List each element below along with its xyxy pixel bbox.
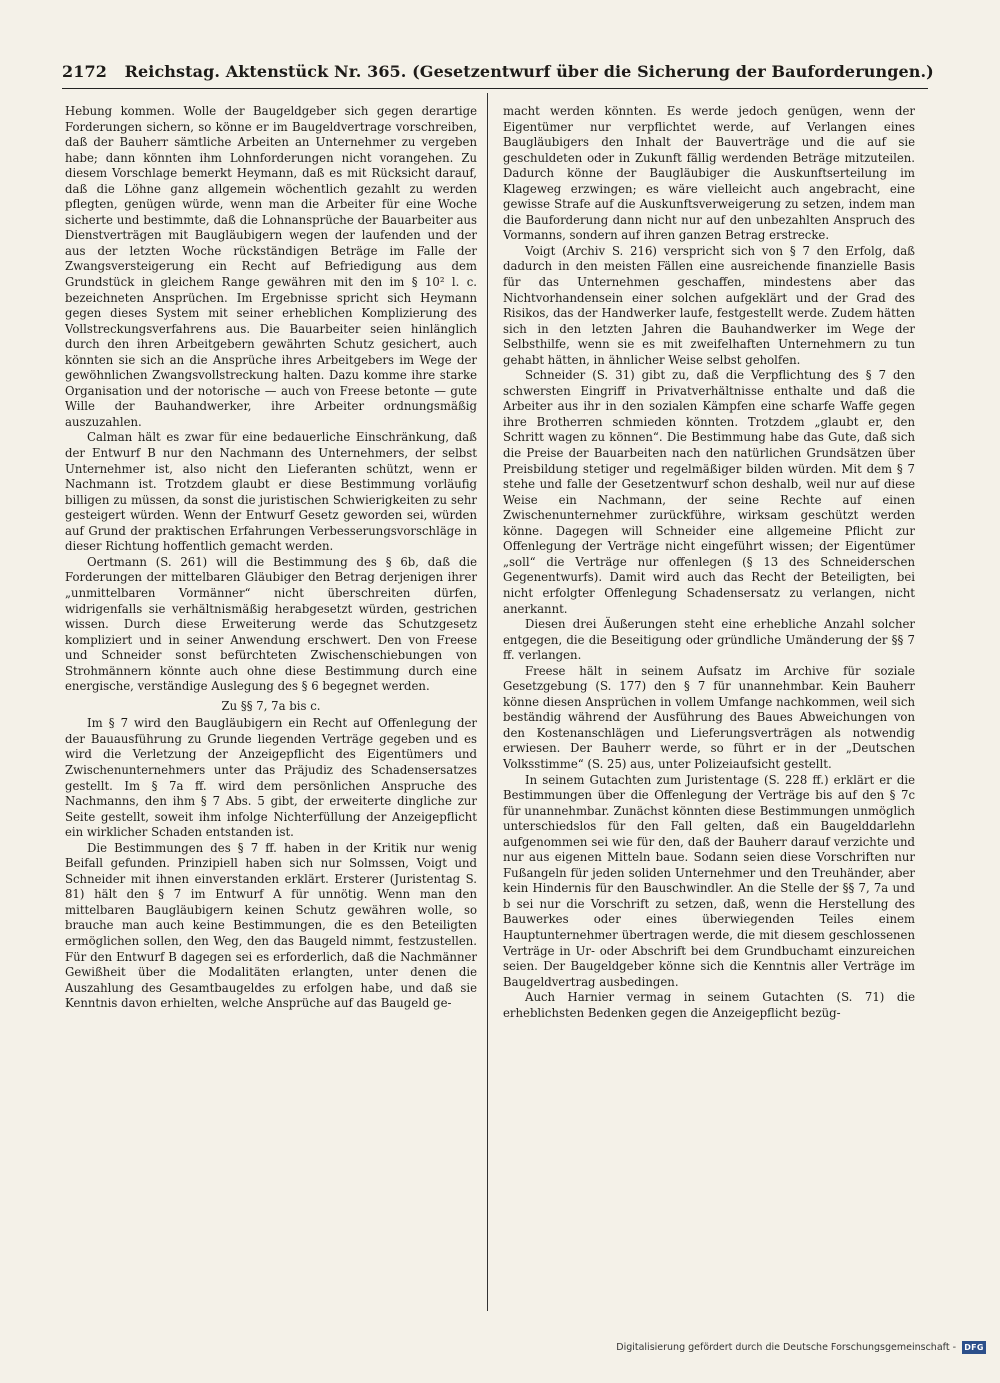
paragraph: Calman hält es zwar für eine bedauerliche Einschränkung, daß der Entwurf B nur den Nachmann des Unternehmers, der selbst Unternehmer ist, also nicht den Lieferanten schützt, wenn er Nachmann ist. Trotzdem glaubt er diese Bestimmung vorläufig billigen zu müssen, da sonst die juristischen Schwierigkeiten zu sehr gesteigert würden. Wenn der Entwurf Gesetz geworden sei, würden auf Grund der praktischen Erfahrungen Verbesserungsvorschläge in dieser Richtung hoffentlich gemacht werden. — [65, 430, 477, 554]
right-column — [503, 104, 915, 1021]
paragraph: Hebung kommen. Wolle der Baugeldgeber sich gegen derartige Forderungen sichern, so könne er im Baugeldvertrage vorschreiben, daß der Bauherr sämtliche Arbeiten an Unternehmer zu vergeben habe; dann könnten ihm Lohnforderungen nicht vorangehen. Zu diesem Vorschlage bemerkt Heymann, daß es mit Rücksicht darauf, daß die Löhne ganz allgemein wöchentlich gezahlt zu werden pflegten, genügen würde, wenn man die Arbeiter für eine Woche sicherte und bestimmte, daß die Lohnansprüche der Bauarbeiter aus Dienstverträgen mit Baugläubigern wegen der laufenden und der aus der letzten Woche rückständigen Beträge im Falle der Zwangsversteigerung ein Recht auf Befriedigung aus dem Grundstück in gleichem Range gewähren mit den im § 10² l. c. bezeichneten Ansprüchen. Im Ergebnisse spricht sich Heymann gegen dieses System mit seiner erheblichen Komplizierung des Vollstreckungsverfahrens aus. Die Bauarbeiter seien hinlänglich durch den ihren Arbeitgebern gewährten Schutz gesichert, auch könnten sie sich an die Ansprüche ihres Arbeitgebers im Wege der gewöhnlichen Zwangsvollstreckung halten. Dazu komme ihre starke Organisation und der notorische — auch von Freese betonte — gute Wille der Bauhandwerker, ihre Arbeiter ordnungsmäßig auszuzahlen. — [65, 104, 477, 429]
paragraph: Im § 7 wird den Baugläubigern ein Recht auf Offenlegung der der Bauausführung zu Grunde liegenden Verträge gegeben und es wird die Verletzung der Anzeigepflicht des Eigentümers und Zwischenunternehmers unter das Präjudiz des Schadensersatzes gestellt. Im § 7a ff. wird dem persönlichen Anspruche des Nachmanns, den ihm § 7 Abs. 5 gibt, der erweiterte dingliche zur Seite gestellt, soweit ihm infolge Nichterfüllung der Anzeigepflicht ein wirklicher Schaden entstanden ist. — [65, 716, 477, 840]
paragraph: macht werden könnten. Es werde jedoch genügen, wenn der Eigentümer nur verpflichtet werde, auf Verlangen eines Baugläubigers den Inhalt der Bauverträge und die auf sie geschuldeten oder in Zukunft fällig werdenden Beträge mitzuteilen. Dadurch könne der Baugläubiger die Auskunftserteilung im Klageweg erzwingen; es wäre vielleicht auch angebracht, eine gewisse Strafe auf die Auskunftsverweigerung zu setzen, indem man die Bauforderung dann nicht nur auf den unbezahlten Anspruch des Vormanns, sondern auf ihren ganzen Betrag erstrecke. — [503, 104, 915, 243]
page-number: 2172 — [62, 62, 107, 81]
header-rule — [62, 88, 928, 89]
section-subheading: Zu §§ 7, 7a bis c. — [221, 698, 321, 713]
footer-text: Digitalisierung gefördert durch die Deutsche Forschungsgemeinschaft - — [616, 1341, 956, 1353]
paragraph: Voigt (Archiv S. 216) verspricht sich von § 7 den Erfolg, daß dadurch in den meisten Fällen eine ausreichende finanzielle Basis für das Unternehmen geschaffen, mindestens aber das Nichtvorhandensein einer solchen aufgeklärt und der Grad des Risikos, das der Handwerker laufe, festgestellt werde. Zudem hätten sich in den letzten Jahren die Bauhandwerker im Wege der Selbsthilfe, wenn sie es mit zweifelhaften Unternehmern zu tun gehabt hätten, in ähnlicher Weise selbst geholfen. — [503, 243, 915, 367]
paragraph: Schneider (S. 31) gibt zu, daß die Verpflichtung des § 7 den schwersten Eingriff in Privatverhältnisse enthalte und daß die Arbeiter aus ihr in den sozialen Kämpfen eine scharfe Waffe gegen ihre Brotherren schmieden könnten. Trotzdem „glaubt er, den Schritt wagen zu können“. Die Bestimmung habe das Gute, daß sich die Preise der Bauarbeiten nach den natürlichen Grundsätzen über Preisbildung stetiger und regelmäßiger bilden würden. Mit dem § 7 stehe und falle der Gesetzentwurf schon deshalb, weil nur auf diese Weise ein Nachmann, der seine Rechte auf einen Zwischenunternehmer zurückführe, wirksam geschützt werden könne. Dagegen will Schneider eine allgemeine Pflicht zur Offenlegung der Verträge nicht eingeführt wissen; der Eigentümer „soll“ die Verträge nur offenlegen (§ 13 des Schneiderschen Gegenentwurfs). Damit wird auch das Recht der Beteiligten, bei nicht erfolgter Offenlegung Schadensersatz zu verlangen, nicht anerkannt. — [503, 368, 915, 616]
digitization-footer — [616, 1339, 986, 1355]
paragraph: Freese hält in seinem Aufsatz im Archive für soziale Gesetzgebung (S. 177) den § 7 für unannehmbar. Kein Bauherr könne diesen Ansprüchen in vollem Umfange nachkommen, weil sich beständig während der Ausführung des Baues Abweichungen von den Kostenanschlägen und Lieferungsverträgen als notwendig erwiesen. Der Bauherr werde, so führt er in der „Deutschen Volksstimme“ (S. 25) aus, unter Polizeiaufsicht gestellt. — [503, 663, 915, 771]
left-column — [65, 104, 477, 1012]
paragraph: Auch Harnier vermag in seinem Gutachten (S. 71) die erheblichsten Bedenken gegen die Anzeigepflicht bezüg- — [503, 990, 915, 1020]
dfg-logo: DFG — [962, 1341, 986, 1354]
column-divider — [487, 93, 488, 1311]
paragraph: Die Bestimmungen des § 7 ff. haben in der Kritik nur wenig Beifall gefunden. Prinzipiell haben sich nur Solmssen, Voigt und Schneider mit ihnen einverstanden erklärt. Ersterer (Juristentag S. 81) hält den § 7 im Entwurf A für unnötig. Wenn man den mittelbaren Baugläubigern keinen Schutz gewähren wolle, so brauche man auch keine Bestimmungen, die es den Beteiligten ermöglichen sollen, den Weg, den das Baugeld nimmt, festzustellen. Für den Entwurf B dagegen sei es erforderlich, daß die Nachmänner Gewißheit über die Modalitäten erlangten, unter denen die Auszahlung des Gesamtbaugeldes zu erfolgen habe, und daß sie Kenntnis davon erhielten, welche Ansprüche auf das Baugeld ge- — [65, 840, 477, 1011]
paragraph: In seinem Gutachten zum Juristentage (S. 228 ff.) erklärt er die Bestimmungen über die Offenlegung der Verträge bis auf den § 7c für unannehmbar. Zunächst könnten diese Bestimmungen unmöglich unterschiedslos für den Fall gelten, daß ein Baugelddarlehn aufgenommen sei wie für den, daß der Bauherr darauf verzichte und nur aus eigenen Mitteln baue. Sodann seien diese Vorschriften nur Fußangeln für jeden soliden Unternehmer und den Treuhänder, aber kein Hindernis für den Bauschwindler. An die Stelle der §§ 7, 7a und b sei nur die Vorschrift zu setzen, daß, wenn die Herstellung des Bauwerkes oder eines überwiegenden Teiles einem Hauptunternehmer übertragen werde, die mit diesem geschlossenen Verträge in Ur- oder Abschrift bei dem Grundbuchamt einzureichen seien. Der Baugeldgeber könne sich die Kenntnis aller Verträge im Baugeldvertrag ausbedingen. — [503, 772, 915, 989]
paragraph: Diesen drei Äußerungen steht eine erhebliche Anzahl solcher entgegen, die die Beseitigung oder gründliche Umänderung der §§ 7 ff. verlangen. — [503, 617, 915, 663]
paragraph: Oertmann (S. 261) will die Bestimmung des § 6b, daß die Forderungen der mittelbaren Gläubiger den Betrag derjenigen ihrer „unmittelbaren Vormänner“ nicht überschreiten dürfen, widrigenfalls sie verhältnismäßig herabgesetzt würden, gestrichen wissen. Durch diese Erweiterung werde das Schutzgesetz kompliziert und in seiner Anwendung erschwert. Den von Freese und Schneider sonst befürchteten Zwischenschiebungen von Strohmännern könnte auch ohne diese Bestimmung durch eine energische, verständige Auslegung des § 6 begegnet werden. — [65, 554, 477, 694]
running-header — [62, 62, 934, 88]
header-title: Reichstag. Aktenstück Nr. 365. (Gesetzentwurf über die Sicherung der Bauforderungen.) — [124, 62, 934, 81]
